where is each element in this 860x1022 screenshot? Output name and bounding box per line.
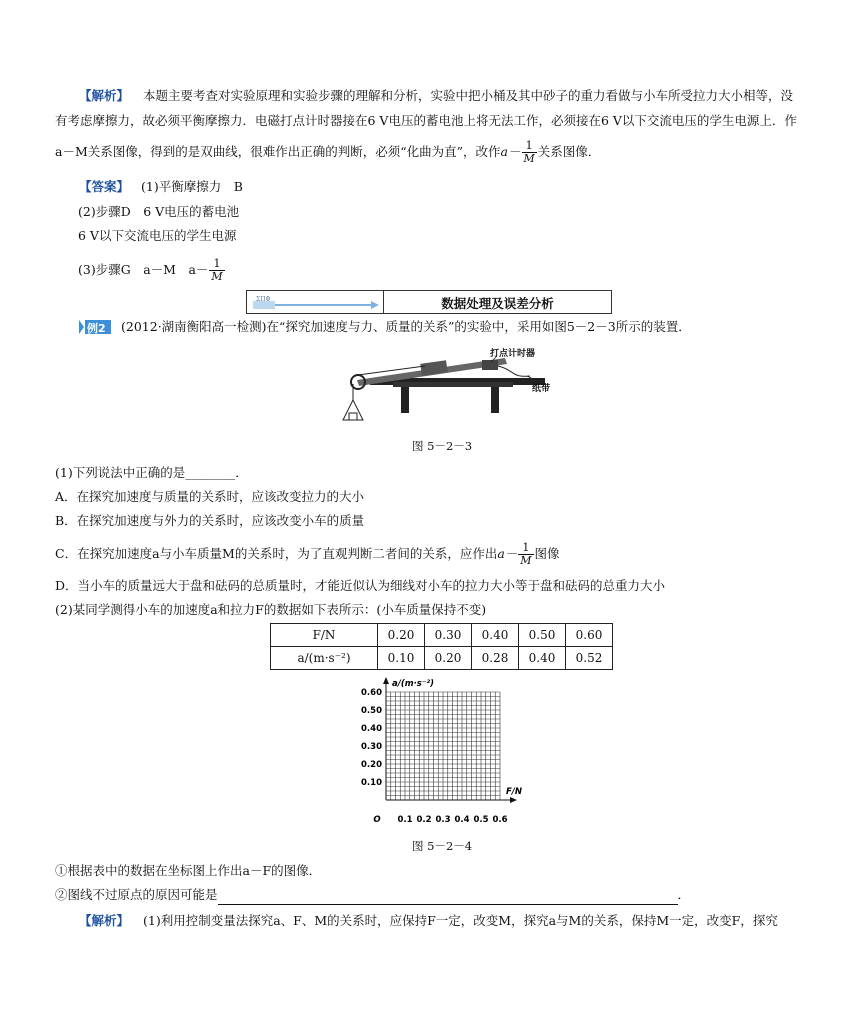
analysis-2-text: (1)利用控制变量法探究a、F、M的关系时，应保持F一定，改变M，探究a与M的关系，保持M一定，改变F，探究	[143, 913, 778, 928]
analysis-paragraph	[55, 87, 793, 105]
q1-option-c-end: 图像	[534, 546, 560, 561]
figure-caption-1: 图 5－2－3	[412, 439, 473, 453]
table-cell: 0.50	[519, 624, 566, 647]
x-tick-label: 0.6	[492, 815, 508, 825]
answer-tag: 【答案】	[79, 179, 130, 194]
analysis-line-3b: a－	[500, 144, 521, 159]
answer-blank[interactable]	[218, 886, 678, 905]
table-head-f: F/N	[271, 624, 378, 647]
q1-stem: (1)下列说法中正确的是________．	[55, 465, 248, 480]
section-ribbon	[253, 298, 379, 308]
table-leg-right	[491, 385, 499, 413]
task-2-text: ②图线不过原点的原因可能是	[55, 887, 218, 902]
y-tick-label: 0.20	[361, 760, 382, 770]
analysis-tag: 【解析】	[79, 88, 130, 103]
x-axis-label: F/N	[506, 787, 522, 797]
paper-tape	[498, 366, 530, 376]
table-cell: 0.30	[425, 624, 472, 647]
fraction-numerator: 1	[522, 140, 537, 153]
x-axis-arrow-icon	[510, 797, 517, 803]
example-badge	[79, 320, 111, 334]
example-stem	[121, 318, 691, 336]
section-title: 数据处理及误差分析	[441, 296, 554, 311]
analysis-line-1: 本题主要考查对实验原理和实验步骤的理解和分析，实验中把小桶及其中砂子的重力看做与小车所受拉力大小相等，没	[143, 88, 794, 103]
data-table	[270, 623, 613, 670]
fraction-numerator: 1	[209, 258, 224, 271]
q1-option-b: B．在探究加速度与外力的关系时，应该改变小车的质量	[55, 513, 365, 528]
arrow-ribbon-icon	[253, 300, 379, 310]
example-badge-label: 例2	[87, 322, 106, 335]
x-tick-label: 0.1	[397, 815, 413, 825]
x-tick-label: 0.2	[416, 815, 432, 825]
analysis-2-tag: 【解析】	[79, 913, 130, 928]
hanging-pan	[343, 400, 363, 420]
analysis-line-2: 有考虑摩擦力，故必须平衡摩擦力．电磁打点计时器接在6 V电压的蓄电池上将无法工作，必须接在6 V以下交流电压的学生电源上．作	[55, 113, 797, 128]
q2-stem: (2)某同学测得小车的加速度a和拉力F的数据如下表所示：(小车质量保持不变)	[55, 602, 487, 617]
timer	[482, 360, 498, 370]
table-cell: 0.20	[378, 624, 425, 647]
y-tick-label: 0.30	[361, 742, 382, 752]
answer-2: (2)步骤D 6 V电压的蓄电池	[78, 204, 240, 219]
fraction	[209, 258, 224, 283]
answer-4	[78, 258, 226, 283]
table-cell: 0.40	[472, 624, 519, 647]
analysis-2	[55, 912, 778, 930]
table-head-a: a/(m·s⁻²)	[271, 647, 378, 670]
answer-1: (1)平衡摩擦力 B	[141, 179, 243, 194]
y-axis-arrow-icon	[383, 677, 389, 684]
y-tick-label: 0.50	[361, 706, 382, 716]
table-cell: 0.20	[425, 647, 472, 670]
example-text: 在“探究加速度与力、质量的关系”的实验中，采用如图5－2－3所示的装置．	[266, 319, 691, 334]
fraction	[518, 542, 533, 567]
figure-caption-2: 图 5－2－4	[412, 839, 473, 853]
table-cell: 0.28	[472, 647, 519, 670]
weight	[349, 413, 357, 420]
fraction-denominator: M	[523, 152, 535, 165]
y-tick-label: 0.40	[361, 724, 382, 734]
x-tick-label: 0.5	[473, 815, 489, 825]
cart	[420, 360, 447, 376]
table-cell: 0.10	[378, 647, 425, 670]
task-2-end: ．	[677, 887, 691, 902]
q1-option-c-text: C．在探究加速度a与小车质量M的关系时，为了直观判断二者间的关系，应作出	[55, 546, 498, 561]
fraction	[522, 140, 537, 165]
y-tick-label: 0.60	[361, 688, 382, 698]
q1-option-c	[55, 542, 560, 567]
task-1: ①根据表中的数据在坐标图上作出a－F的图像．	[55, 863, 322, 878]
table-cell: 0.40	[519, 647, 566, 670]
table-row	[271, 624, 613, 647]
analysis-line-3c: 关系图像．	[537, 144, 601, 159]
origin-label: O	[373, 815, 381, 825]
task-2	[55, 886, 690, 905]
q1-option-c-expr: a－	[497, 546, 518, 561]
fraction-numerator: 1	[518, 542, 533, 555]
analysis-line-3a: a－M关系图像，得到的是双曲线，很难作出正确的判断，必须“化曲为直”，改作	[55, 144, 501, 159]
example-source: (2012·湖南衡阳高一检测)	[121, 319, 267, 334]
table-cell: 0.52	[566, 647, 613, 670]
label-tape: 纸带	[532, 384, 551, 394]
analysis-line-3	[55, 140, 600, 165]
fraction-denominator: M	[520, 554, 532, 567]
section-ribbon-text: ΣΠΦ	[256, 296, 271, 303]
table-rail	[393, 382, 513, 387]
x-tick-label: 0.4	[454, 815, 470, 825]
table-cell: 0.60	[566, 624, 613, 647]
q1-option-d: D．当小车的质量远大于盘和砝码的总质量时，才能近似认为细线对小车的拉力大小等于盘和砝码的总重力大小	[55, 578, 666, 593]
label-timer: 打点计时器	[490, 349, 536, 359]
y-tick-label: 0.10	[361, 778, 382, 788]
answer-3: 6 V以下交流电压的学生电源	[78, 228, 237, 243]
table-leg-left	[401, 385, 409, 413]
table-row	[271, 647, 613, 670]
answer-line-1	[55, 178, 243, 196]
y-axis-label: a/(m·s⁻²)	[392, 679, 434, 689]
section-header	[246, 290, 612, 314]
x-tick-label: 0.3	[435, 815, 451, 825]
q1-option-a: A．在探究加速度与质量的关系时，应该改变拉力的大小	[55, 489, 365, 504]
fraction-denominator: M	[211, 270, 223, 283]
coordinate-grid	[352, 674, 522, 834]
answer-4-text: (3)步骤G a－M a－	[78, 262, 209, 277]
